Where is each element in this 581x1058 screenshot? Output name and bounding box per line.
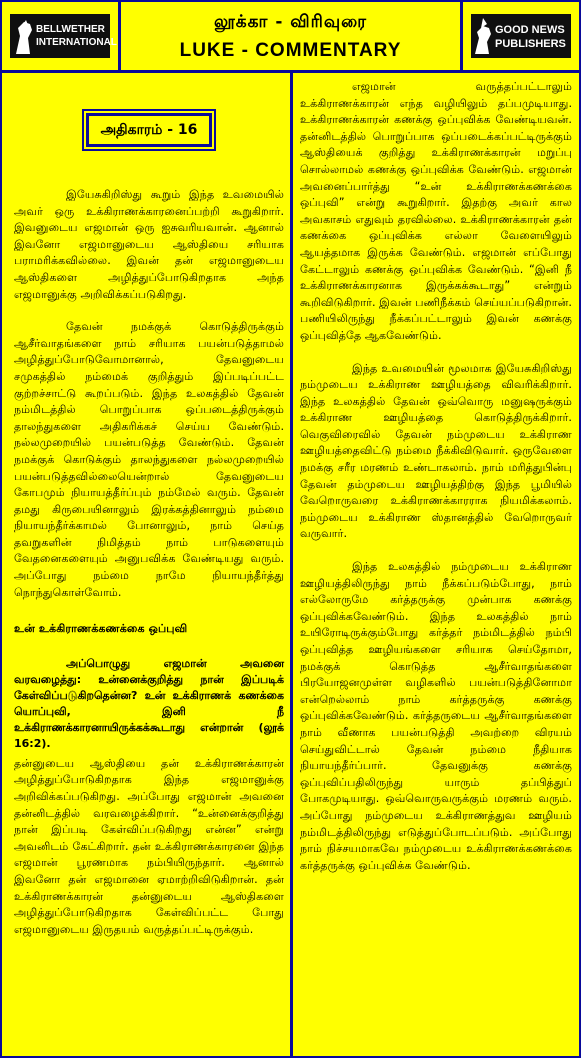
left-paragraph-3: தன்னுடைய ஆஸ்தியை தன் உக்கிராணக்காரன் அழித்துப்போடுகிறதாக இந்த எஜமானுக்கு அறிவிக்கப்படுகிறது. அப்போது எஜமான் அவனை தன்னிடத்தில் வரவழைக்கிறார். “உன்னைக்குறித்து நான் இப்படி கேள்விப்படுகிறது என்ன” என்று அவனிடம் கேட்கிறார். தன் உக்கிராணக்காரனை இந்த எஜமான் பூரணமாக நம்பியிருந்தார். ஆனால் இவனோ தன் எஜமானை ஏமாற்றிவிடுகிறான். தன் உக்கிராணக்காரன் தன்னுடைய ஆஸ்திகளை அழித்துப்போடுகிறதாக கேள்விப்பட்ட போது எஜமானுடைய இருதயம் வருத்தப்பட்டிருக்கும்.	[14, 756, 284, 936]
left-paragraph-1: இயேசுகிறிஸ்து கூறும் இந்த உவமையில் அவர் ஒரு உக்கிராணக்காரனைப்பற்றி கூறுகிறார். இவனுடைய எஜமான் ஒரு ஐசுவரியவான். ஆனால் இவனோ எஜமானுடைய ஆஸ்தியை சரியாக பராமரிக்கவில்லை. இவன் தன் எஜமானுடைய ஆஸ்திகளை அழித்துப்போடுகிறதாக அந்த எஜமானுக்கு அறிவிக்கப்படுகிறது.	[14, 188, 284, 301]
right-column	[300, 73, 572, 874]
good-news-logo-line1: GOOD NEWS	[495, 24, 565, 36]
right-paragraph-2: இந்த உவமையின் மூலமாக இயேசுகிறிஸ்து நம்முடைய உக்கிராண ஊழியத்தை விவரிக்கிறார். இந்த உலகத்தில் தேவன் ஒவ்வொரு மனுஷருக்கும் உக்கிராண ஊழியத்தை கொடுத்திருக்கிறார். வெகுவிரைவில் தேவன் நம்முடைய உக்கிராண ஊழியத்தைவிட்டு நம்மை நீக்கிவிடுவார். ஒருவேளை நமக்கு சரீர மரணம் உண்டாகலாம். நாம் மரித்துபின்பு தேவன் தம்முடைய ஊழியத்திற்கு இந்த பூமியில் வேறொருவரை உக்கிராணக்காரராக நியமிக்கலாம். நம்முடைய உக்கிராண ஸ்தானத்தில் வேறொருவர் வருவார்.	[300, 361, 572, 541]
verse-quote: அப்பொழுது எஜமான் அவனை வரவழைத்து: உன்னைக்குறித்து நான் இப்படிக் கேள்விப்படுகிறதென்ன? உன் உக்கிராணக் கணக்கை யொப்புவி, இனி நீ உக்கிராணக்காரனாயிருக்கக்கூடாது என்றான் (லூக் 16:2).	[14, 656, 284, 750]
section-subheading: உன் உக்கிராணக்கணக்கை ஒப்புவி	[14, 622, 188, 636]
title-tamil: லூக்கா - விரிவுரை	[213, 12, 368, 32]
good-news-logo-line2: PUBLISHERS	[495, 38, 566, 50]
title-block	[121, 2, 460, 70]
good-news-logo	[460, 2, 579, 70]
good-news-rider-icon	[471, 14, 571, 58]
column-divider	[290, 73, 293, 1056]
good-news-logo-badge	[471, 14, 571, 58]
title-english: LUKE - COMMENTARY	[179, 40, 402, 61]
bellwether-logo-badge	[10, 14, 117, 58]
bellwether-logo-line2: INTERNATIONAL	[36, 37, 117, 48]
bellwether-horse-icon	[10, 14, 110, 58]
right-paragraph-3: இந்த உலகத்தில் நம்முடைய உக்கிராண ஊழியத்திலிருந்து நாம் நீக்கப்படும்போது, நாம் எல்லோருமே கர்த்தருக்கு முன்பாக கணக்கு ஒப்புவிக்கவேண்டும். இந்த உலகத்தில் நாம் உயிரோடிருக்கும்போது கர்த்தர் நம்மிடத்தில் நம்பி ஒப்புவித்த ஊழியங்களை சரியாக செய்தோமா, நமக்குக் கொடுத்த ஆசீர்வாதங்களை பிரயோஜனமுள்ள வழிகளில் பயன்படுத்தினோமா என்றெல்லாம் நாம் கர்த்தருக்கு கணக்கு ஒப்புவிக்கவேண்டும். கர்த்தருடைய ஆசீர்வாதங்களை நாம் வீணாக பயன்படுத்தி அவற்றை விரயம் செய்துவிட்டால் தேவன் நம்மை நீதியாக நியாயந்தீர்ப்பார். தேவனுக்கு கணக்கு ஒப்புவிப்பதிலிருந்து யாரும் தப்பித்துப் போகமுடியாது. ஒவ்வொருவருக்கும் மரணம் வரும். அப்போது நம்முடைய உக்கிராணத்துவ ஊழியம் நம்மிடத்திலிருந்து எடுத்துப்போடப்படும். அப்போது நாம் நிச்சயமாகவே நம்முடைய உக்கிராணக்கணக்கை கர்த்தருக்கு ஒப்புவிக்க வேண்டும்.	[300, 560, 572, 872]
left-paragraph-2: தேவன் நமக்குக் கொடுத்திருக்கும் ஆசீர்வாதங்களை நாம் சரியாக பயன்படுத்தாமல் அழித்துப்போடுவோமானால், தேவனுடைய சமுகத்தில் நம்மைக் குறித்தும் இப்படிப்பட்ட குற்றச்சாட்டு கூறப்படும். இந்த உலகத்தில் தேவன் நம்மிடத்தில் பொறுப்பாக ஒப்படைத்திருக்கும் தாலந்துகளை அதிகரிக்கச் செய்ய வேண்டும். நல்லமுறையில் பயன்படுத்த வேண்டும். தேவன் நமக்குக் கொடுக்கும் தாலந்துகளை நல்லமுறையில் பயன்படுத்தவில்லையென்றால் தேவனுடைய கோபமும் நியாயத்தீர்ப்பும் நம்மேல் வரும். தேவன் தமது கிருபையினாலும் இரக்கத்தினாலும் நம்மை நியாயந்தீர்க்காமல் போனாலும், நாம் செய்த தவறுகளின் நிமித்தம் நாம் பாடுகளையும் வேதனைகளையும் அனுபவிக்க வேண்டியது வரும். அப்போது நம்மை நாமே நியாயந்தீர்த்து நொந்துகொள்வோம்.	[14, 320, 284, 599]
left-column	[14, 73, 284, 938]
header	[2, 2, 579, 73]
bellwether-logo-line1: BELLWETHER	[36, 24, 105, 35]
bellwether-logo	[2, 2, 121, 70]
right-paragraph-1: எஜமான் வருத்தப்பட்டாலும் உக்கிராணக்காரன் எந்த வழியிலும் தப்பமுடியாது. உக்கிராணக்காரன் கணக்கு ஒப்புவிக்க வேண்டியவன். தன்னிடத்தில் பொறுப்பாக ஒப்படைக்கப்பட்டிருக்கும் ஆஸ்தியைக் குறித்து உக்கிராணக்காரன் மறுப்பு சொல்லாமல் கணக்கு ஒப்புவிக்க வேண்டும். எஜமான் அவனைப்பார்த்து “உன் உக்கிராணக்கணக்கை ஒப்புவி” என்று கூறுகிறார். இதற்கு அவர் கால அவகாசம் எதுவும் தரவில்லை. உக்கிராணக்காரன் தன் கணக்கை ஒப்புவிக்க எல்லா வேளையிலும் ஆயத்தமாக இருக்க வேண்டும். எஜமான் எப்போது கேட்டாலும் கணக்கு ஒப்புவிக்க வேண்டும். “இனி நீ உக்கிராணக்காரனாக இருக்கக்கூடாது” என்றும் கூறிவிடுகிறார். இவன் பணிநீக்கம் செய்யப்படுகிறான். பணியிலிருந்து நீக்கப்பட்டாலும் இவன் கணக்கு ஒப்புவித்தே ஆகவேண்டும்.	[300, 80, 572, 342]
chapter-label: அதிகாரம் - 16	[86, 113, 212, 147]
